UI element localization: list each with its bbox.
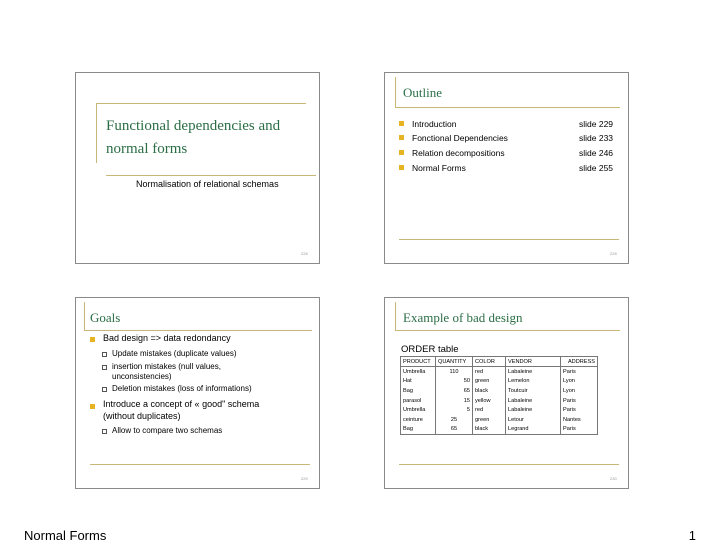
cell-vendor: Letour xyxy=(506,415,561,425)
outline-item-ref: slide 229 xyxy=(579,119,614,129)
table-header-row xyxy=(401,357,598,367)
table-row xyxy=(401,415,598,425)
goal-sub-bullet: Allow to compare two schemas xyxy=(112,426,223,435)
page-number: 228 xyxy=(610,251,617,256)
title-rule-left xyxy=(395,302,396,330)
slide-title-text: Example of bad design xyxy=(403,310,523,325)
cell-product: Umbrella xyxy=(401,405,436,415)
table-row xyxy=(401,425,598,435)
page-number: 230 xyxy=(610,476,617,481)
goal-sub-bullet: Deletion mistakes (loss of informations) xyxy=(112,384,252,393)
slide-outline xyxy=(384,72,629,264)
page-number: 229 xyxy=(301,476,308,481)
outline-item-label: Fonctional Dependencies xyxy=(412,133,508,143)
bullet-square-icon xyxy=(399,150,404,155)
bullet-square-icon xyxy=(399,165,404,170)
cell-color: red xyxy=(473,367,506,377)
bullet-hollow-icon xyxy=(102,352,107,357)
bullet-hollow-icon xyxy=(102,365,107,370)
cell-vendor: Labaleine xyxy=(506,367,561,377)
slide-title xyxy=(75,72,320,264)
table-row xyxy=(401,367,598,377)
table-row xyxy=(401,386,598,396)
goal-bullet-2-cont: (without duplicates) xyxy=(103,411,181,421)
outline-item-label: Normal Forms xyxy=(412,163,466,173)
cell-color: green xyxy=(473,377,506,387)
cell-address: Paris xyxy=(561,425,598,435)
cell-color: green xyxy=(473,415,506,425)
title-rule xyxy=(84,330,312,331)
goal-sub-bullet: insertion mistakes (null values, xyxy=(112,362,221,371)
table-row xyxy=(401,377,598,387)
cell-vendor: Labaleine xyxy=(506,396,561,406)
title-rule xyxy=(395,330,620,331)
outline-item-ref: slide 255 xyxy=(579,163,614,173)
slide-subtitle: Normalisation of relational schemas xyxy=(136,179,279,189)
cell-product: Bag xyxy=(401,425,436,435)
outline-item-label: Introduction xyxy=(412,119,457,129)
goal-sub-bullet-cont: unconsistencies) xyxy=(112,372,172,381)
cell-product: ceinture xyxy=(401,415,436,425)
goal-bullet-1: Bad design => data redondancy xyxy=(103,333,231,343)
slide-title-text: Goals xyxy=(90,310,121,325)
title-rule-left xyxy=(395,77,396,107)
table-row xyxy=(401,405,598,415)
cell-vendor: Legrand xyxy=(506,425,561,435)
slide-goals xyxy=(75,297,320,489)
slide-title-text: Functional dependencies and normal forms xyxy=(106,118,281,157)
cell-quantity: 50 xyxy=(436,377,473,387)
cell-quantity: 65 xyxy=(436,386,473,396)
bullet-hollow-icon xyxy=(102,429,107,434)
column-header: ADDRESS xyxy=(561,357,598,367)
outline-item-ref: slide 233 xyxy=(579,133,614,143)
cell-address: Nantes xyxy=(561,415,598,425)
document-page-number: 1 xyxy=(688,528,696,543)
cell-color: red xyxy=(473,405,506,415)
cell-quantity: 25 xyxy=(436,415,473,425)
cell-vendor: Lemelon xyxy=(506,377,561,387)
cell-product: Bag xyxy=(401,386,436,396)
bullet-hollow-icon xyxy=(102,387,107,392)
footer-rule xyxy=(399,239,619,240)
table-caption: ORDER table xyxy=(401,344,459,355)
bullet-square-icon xyxy=(90,404,95,409)
subtitle-rule xyxy=(106,175,316,176)
cell-quantity: 5 xyxy=(436,405,473,415)
cell-product: Hat xyxy=(401,377,436,387)
outline-item-label: Relation decompositions xyxy=(412,148,505,158)
column-header: VENDOR xyxy=(506,357,561,367)
column-header: PRODUCT xyxy=(401,357,436,367)
bullet-square-icon xyxy=(90,337,95,342)
bullet-square-icon xyxy=(399,121,404,126)
table-row xyxy=(401,396,598,406)
cell-vendor: Labaleine xyxy=(506,405,561,415)
cell-quantity: 110 xyxy=(436,367,473,377)
outline-item-ref: slide 246 xyxy=(579,148,614,158)
page-number: 228 xyxy=(301,251,308,256)
slide-title-text: Outline xyxy=(403,85,442,100)
cell-quantity: 15 xyxy=(436,396,473,406)
footer-rule xyxy=(90,464,310,465)
document-footer-title: Normal Forms xyxy=(24,528,107,543)
title-rule-top xyxy=(96,103,306,104)
cell-address: Lyon xyxy=(561,386,598,396)
cell-color: black xyxy=(473,386,506,396)
cell-quantity: 65 xyxy=(436,425,473,435)
column-header: QUANTITY xyxy=(436,357,473,367)
cell-color: yellow xyxy=(473,396,506,406)
title-rule-left xyxy=(84,302,85,330)
cell-color: black xyxy=(473,425,506,435)
bullet-square-icon xyxy=(399,135,404,140)
order-table xyxy=(400,356,598,435)
goal-sub-bullet: Update mistakes (duplicate values) xyxy=(112,349,237,358)
cell-product: parasol xyxy=(401,396,436,406)
goal-bullet-2: Introduce a concept of « good" schema xyxy=(103,399,260,409)
slide-bad-design xyxy=(384,297,629,489)
cell-product: Umbrella xyxy=(401,367,436,377)
cell-vendor: Toutcuir xyxy=(506,386,561,396)
column-header: COLOR xyxy=(473,357,506,367)
title-rule xyxy=(395,107,620,108)
cell-address: Paris xyxy=(561,367,598,377)
cell-address: Paris xyxy=(561,396,598,406)
cell-address: Paris xyxy=(561,405,598,415)
cell-address: Lyon xyxy=(561,377,598,387)
footer-rule xyxy=(399,464,619,465)
title-rule-left xyxy=(96,103,97,163)
